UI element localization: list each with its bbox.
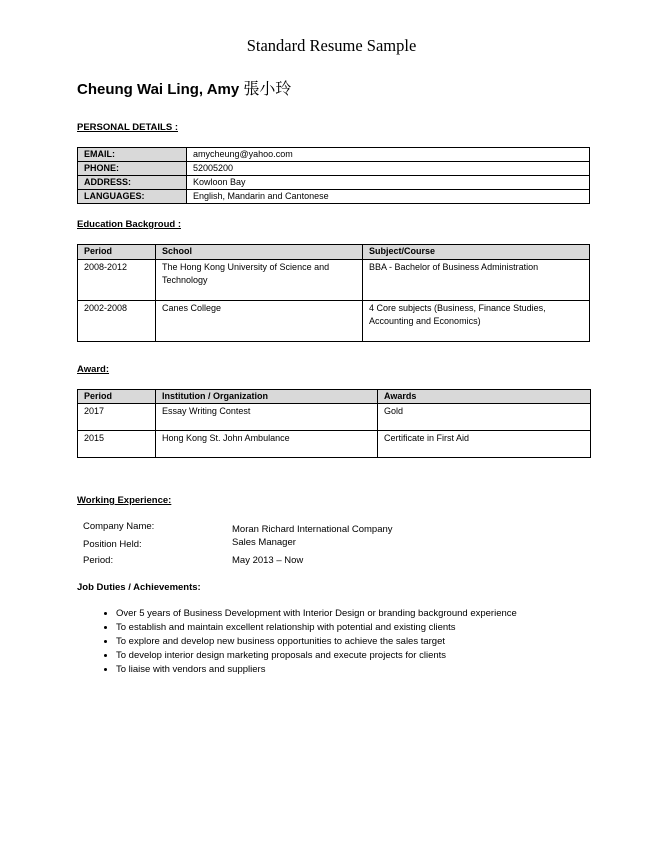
address-value: Kowloon Bay	[187, 176, 590, 190]
table-row	[78, 431, 591, 458]
education-period: 2002-2008	[78, 301, 156, 342]
company-name-label: Company Name:	[83, 521, 155, 532]
candidate-name	[77, 76, 291, 99]
working-experience-heading: Working Experience:	[77, 495, 172, 506]
table-header-row	[78, 390, 591, 404]
award-name: Gold	[378, 404, 591, 431]
job-duties-heading: Job Duties / Achievements:	[77, 582, 201, 593]
award-table	[77, 389, 591, 458]
email-value: amycheung@yahoo.com	[187, 148, 590, 162]
award-period: 2015	[78, 431, 156, 458]
company-name-value: Moran Richard International Company	[232, 524, 393, 535]
education-school: Canes College	[156, 301, 363, 342]
phone-value: 52005200	[187, 162, 590, 176]
list-item: • To liaise with vendors and suppliers	[116, 663, 636, 677]
position-held-value: Sales Manager	[232, 537, 296, 548]
position-held-label: Position Held:	[83, 539, 142, 550]
languages-label: LANGUAGES:	[78, 190, 187, 204]
languages-value: English, Mandarin and Cantonese	[187, 190, 590, 204]
award-name: Certificate in First Aid	[378, 431, 591, 458]
phone-label: PHONE:	[78, 162, 187, 176]
candidate-name-chinese: 張小玲	[243, 81, 292, 98]
award-institution: Essay Writing Contest	[156, 404, 378, 431]
education-subject: BBA - Bachelor of Business Administration	[363, 260, 590, 301]
table-row	[78, 148, 590, 162]
table-row	[78, 404, 591, 431]
award-institution: Hong Kong St. John Ambulance	[156, 431, 378, 458]
address-label: ADDRESS:	[78, 176, 187, 190]
award-heading: Award:	[77, 364, 110, 375]
column-header-school: School	[156, 245, 363, 260]
email-label: EMAIL:	[78, 148, 187, 162]
personal-details-table	[77, 147, 590, 204]
table-row	[78, 301, 590, 342]
personal-details-heading: PERSONAL DETAILS :	[77, 122, 178, 133]
list-item: • To establish and maintain excellent relationship with potential and existing clients	[116, 621, 636, 635]
period-label: Period:	[83, 555, 114, 566]
education-heading: Education Backgroud :	[77, 219, 181, 230]
education-school: The Hong Kong University of Science and Technology	[156, 260, 363, 301]
list-item: • To explore and develop new business opportunities to achieve the sales target	[116, 635, 636, 649]
table-row	[78, 162, 590, 176]
column-header-period: Period	[78, 245, 156, 260]
job-duties-list	[96, 607, 636, 677]
list-item: • To develop interior design marketing proposals and execute projects for clients	[116, 649, 636, 663]
column-header-awards: Awards	[378, 390, 591, 404]
document-title: Standard Resume Sample	[246, 36, 417, 55]
column-header-subject: Subject/Course	[363, 245, 590, 260]
education-table	[77, 244, 590, 342]
education-period: 2008-2012	[78, 260, 156, 301]
column-header-institution: Institution / Organization	[156, 390, 378, 404]
list-item: • Over 5 years of Business Development with Interior Design or branding background experience	[116, 607, 636, 621]
education-subject: 4 Core subjects (Business, Finance Studies, Accounting and Economics)	[363, 301, 590, 342]
candidate-name-english: Cheung Wai Ling, Amy	[77, 81, 240, 98]
table-row	[78, 176, 590, 190]
table-row	[78, 190, 590, 204]
column-header-period: Period	[78, 390, 156, 404]
table-row	[78, 260, 590, 301]
award-period: 2017	[78, 404, 156, 431]
table-header-row	[78, 245, 590, 260]
period-value: May 2013 – Now	[232, 555, 304, 566]
